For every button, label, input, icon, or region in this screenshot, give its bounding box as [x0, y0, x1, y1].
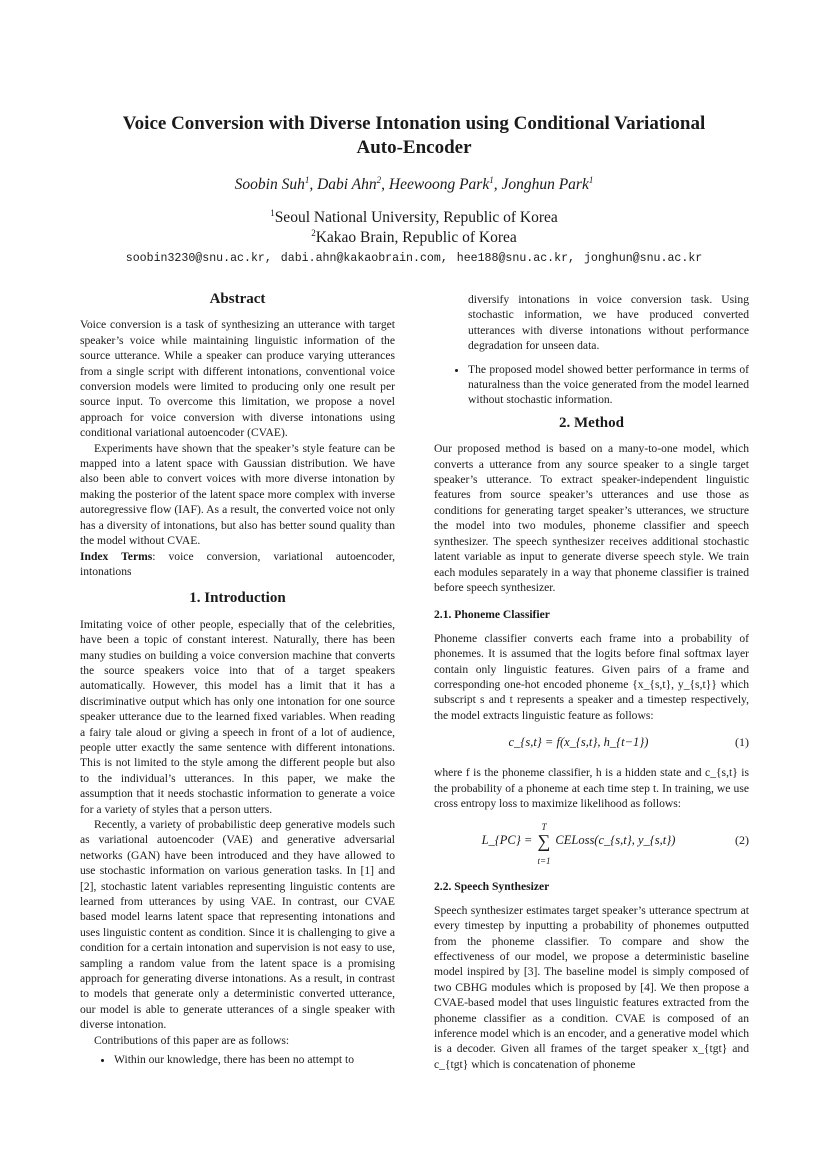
equation-body: c_{s,t} = f(x_{s,t}, h_{t−1}) — [508, 735, 649, 750]
index-terms: Index Terms: voice conversion, variational autoencoder, intonations — [80, 549, 395, 578]
abstract-paragraph: Voice conversion is a task of synthesizing an utterance with target speaker’s voice while maintaining linguistic information of the source utterance. While a speaker can produce varying utterances from a single script with different intonations, conventional voice conversion models were limited to producing only one result per source input. To overcome this limitation, we propose a novel approach for voice conversion with diverse intonations using conditional variational autoencoder (CVAE). — [80, 318, 395, 440]
method-heading: 2. Method — [559, 414, 624, 431]
method-paragraph: Speech synthesizer estimates target speaker’s utterance spectrum at every timestep by inputting a probability of phonemes outputted from the phoneme classifier. To compare and show the effectiveness of our model, we propose a deterministic baseline model inspired by [3]. The baseline model is simply composed of two CBHG modules which is proposed by [4]. We then propose a CVAE-based model that uses linguistic features extracted from the phoneme classifier as a condition. CVAE is composed of an inference model which is an encoder, and a generative model which is a decoder. Given all frames of the target speaker x_{tgt} and c_{tgt} which is concatenation of phoneme — [434, 903, 749, 1071]
author-list — [60, 176, 768, 194]
equation-number: (1) — [735, 735, 749, 750]
author: Jonghun Park$^1$ — [501, 175, 594, 193]
paper-title: Voice Conversion with Diverse Intonation using Conditional Variational Auto-Encoder — [122, 113, 706, 158]
list-item: diversify intonations in voice conversion task. Using stochastic information, we have produced converted utterances with diverse intonations without performance degradation for unseen data. — [468, 293, 749, 353]
equation-2 — [434, 817, 749, 867]
contributions-lead: Contributions of this paper are as follows: — [94, 1033, 290, 1047]
list-item: • Within our knowledge, there has been no attempt to — [114, 1052, 395, 1067]
equation-number: (2) — [735, 833, 749, 848]
abstract-paragraph: Experiments have shown that the speaker’s style feature can be mapped into a latent space with Gaussian distribution. We have also been able to convert voices with more diverse intonation by making the posterior of the latent space more complex with inverse autoregressive flow (IAF). As a result, the converted voice not only has a diversity of intonations, but also has better sound quality than the model without CVAE. — [80, 441, 395, 548]
intro-paragraph: Imitating voice of other people, especially that of the celebrities, have been a topic of constant interest. Naturally, there has been many studies on building a voice conversion machine that converts the source speakers voice into that of a target speakers automatically. However, this model has a limit that it has a discriminative output which has only one intonation for one source speaker utterance due to the learned fixed variables. When reading a fairy tale aloud or giving a speech in front of a lot of audience, people utter exactly the same sentence with different intonations. This is not limited to the style among the different people but also to the individual’s utterances. In this paper, we make the assumption that it needs stochastic information to generate a voice for a variety of styles that a person utters. — [80, 617, 395, 816]
method-paragraph: Our proposed method is based on a many-to-one model, which converts a utterance from any source speaker to a single target speaker’s utterance. To extract speaker-independent linguistic features from source speaker’s utterances and use those as conditions for generating target speaker’s utterances, we structure the model into two modules, phoneme classifier and speech synthesizer. The speech synthesizer receives additional stochastic latent variable as input to generate diverse speech style. We train each modules separately in a way that phoneme classifier is trained before speech synthesizer. — [434, 442, 749, 594]
author: Soobin Suh$^1$, — [234, 175, 318, 193]
speech-synthesizer-heading: 2.2. Speech Synthesizer — [434, 880, 550, 894]
introduction-heading: 1. Introduction — [189, 590, 286, 607]
equation-body: L_{PC} = ∑ T t=1 CELoss(c_{s,t}, y_{s,t}) — [481, 822, 676, 867]
equation-1 — [434, 729, 749, 759]
summation-symbol: ∑ T t=1 — [537, 822, 551, 867]
method-paragraph: Phoneme classifier converts each frame into a probability of phonemes. It is assumed that the logits before final softmax layer contain only linguistic features. Given pairs of a frame and corresponding one-hot encoded phoneme {x_{s,t}, y_{s,t}} which subscript s and t represents a speaker and a timestep respectively, the model extracts linguistic feature as follows: — [434, 631, 749, 722]
affiliation-kakao: $^2$Kakao Brain, Republic of Korea — [311, 228, 517, 246]
contributions-list — [80, 1052, 395, 1067]
left-column — [80, 288, 395, 1076]
phoneme-classifier-heading: 2.1. Phoneme Classifier — [434, 608, 550, 622]
affiliation-snu: $^1$Seoul National University, Republic of Korea — [270, 208, 558, 226]
intro-paragraph: Recently, a variety of probabilistic deep generative models such as variational autoencoder (VAE) and generative adversarial networks (GAN) have been introduced and they have allowed to use stochastic information on various generation tasks. In [1] and [2], stochastic latent variables representing linguistic contents are learned from utterances by using VAE. In contrast, our CVAE based model learns latent space that representing intonations and uses linguistic content as condition. Since it is challenging to give a condition for a certain intonation and supervision is not easy to use, sampling a random value from the latent space is a promising approach for generating diverse intonations. As a result, in contrast to models that generate only a deterministic converted utterance, our model is able to generate utterances of a single speaker with diverse intonation. — [80, 818, 395, 1032]
author: Heewoong Park$^1$, — [388, 175, 502, 193]
list-item: • The proposed model showed better performance in terms of naturalness than the voice generated from the model learned without stochastic information. — [468, 362, 749, 408]
contributions-list-continued — [434, 362, 749, 408]
author: Dabi Ahn$^2$, — [317, 175, 389, 193]
abstract-heading: Abstract — [209, 291, 266, 307]
right-column — [434, 288, 749, 1072]
author-emails: soobin3230@snu.ac.kr, dabi.ahn@kakaobrain.com, hee188@snu.ac.kr, jonghun@snu.ac.kr — [125, 252, 703, 265]
contributions-list-continued — [434, 292, 749, 354]
method-paragraph: where f is the phoneme classifier, h is a hidden state and c_{s,t} is the probability of a phoneme at each time step t. In training, we use cross entropy loss to maximize likelihood as follows: — [434, 766, 749, 810]
